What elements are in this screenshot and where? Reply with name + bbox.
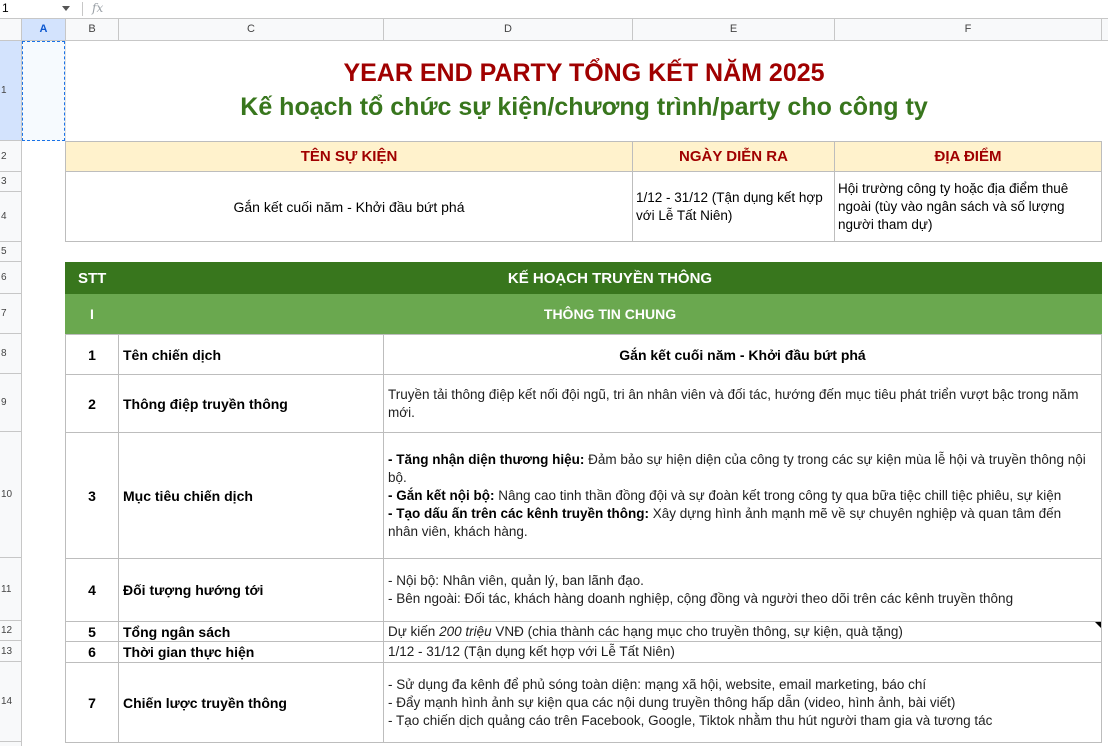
row-header-7[interactable]: 7: [0, 294, 22, 334]
row-label: Chiến lược truyền thông: [123, 694, 287, 711]
row-number-cell[interactable]: [65, 432, 119, 559]
row-label: Mục tiêu chiến dịch: [123, 487, 253, 504]
event-location-value: Hội trường công ty hoặc địa điểm thuê ngoài (tùy vào ngân sách và số lượng người tham dự): [838, 180, 1069, 232]
comment-indicator-icon[interactable]: [1095, 622, 1101, 628]
row-number: 4: [88, 582, 96, 598]
page-subtitle: Kế hoạch tổ chức sự kiện/chương trình/party cho công ty: [240, 93, 928, 121]
row-header-5[interactable]: 5: [0, 242, 22, 262]
row-number-cell[interactable]: [65, 334, 119, 375]
row-header-10[interactable]: 10: [0, 432, 22, 558]
objective-text: Đảm bảo sự hiện diện của công ty trong các sự kiện mùa lễ hội và truyền thông nội bộ.: [388, 451, 1086, 485]
objectives-list: [388, 451, 1093, 541]
section-title: THÔNG TIN CHUNG: [543, 306, 677, 322]
row-label-cell[interactable]: [118, 621, 384, 642]
column-header-b[interactable]: B: [66, 19, 119, 41]
row-number-cell[interactable]: [65, 621, 119, 642]
objective-heading: - Tạo dấu ấn trên các kênh truyền thông:: [388, 505, 650, 521]
campaign-name-value: Gắn kết cuối năm - Khởi đầu bứt phá: [619, 346, 866, 363]
strategy-item: - Tạo chiến dịch quảng cáo trên Facebook, Google, Tiktok nhằm thu hút người tham gia và tương tác: [388, 712, 993, 728]
row-label-cell[interactable]: [118, 641, 384, 663]
row-header-6[interactable]: 6: [0, 262, 22, 294]
row-header-3[interactable]: 3: [0, 172, 22, 192]
row-header-13[interactable]: 13: [0, 641, 22, 662]
column-header-c[interactable]: C: [119, 19, 384, 41]
header-event-date[interactable]: NGÀY DIỄN RA: [632, 141, 835, 172]
row-label-cell[interactable]: [118, 334, 384, 375]
name-box-value: 1: [2, 1, 9, 15]
event-location-cell[interactable]: [834, 171, 1102, 242]
page-title: YEAR END PARTY TỔNG KẾT NĂM 2025: [343, 59, 825, 87]
header-event-location[interactable]: ĐỊA ĐIỂM: [834, 141, 1102, 172]
row-number: 2: [88, 395, 96, 412]
objective-item: [388, 451, 1093, 487]
audience-item: - Nội bộ: Nhân viên, quản lý, ban lãnh đạo.: [388, 573, 644, 588]
row-header-14[interactable]: 14: [0, 662, 22, 742]
row-label: Thông điệp truyền thông: [123, 395, 288, 412]
row-label-cell[interactable]: [118, 374, 384, 433]
budget-amount: 200 triệu: [439, 623, 492, 639]
column-header-a[interactable]: A: [22, 19, 66, 41]
row-header-2[interactable]: 2: [0, 141, 22, 172]
objective-text: Xây dựng hình ảnh mạnh mẽ về sự chuyên nghiệp và quan tâm đến nhân viên, khách hàng.: [388, 505, 1062, 539]
plan-title: KẾ HOẠCH TRUYỀN THÔNG: [507, 269, 713, 287]
objective-text: Nâng cao tinh thần đồng đội và sự đoàn kết trong công ty qua bữa tiệc chill tiệc phiêu, sự kiện: [494, 487, 1062, 503]
chevron-down-icon[interactable]: [62, 6, 70, 11]
row-label-cell[interactable]: [118, 662, 384, 743]
row-label: Đối tượng hướng tới: [123, 582, 264, 598]
message-cell[interactable]: [383, 374, 1102, 433]
event-date-value: 1/12 - 31/12 (Tận dụng kết hợp với Lễ Tất Niên): [636, 189, 823, 223]
row-header-4[interactable]: 4: [0, 192, 22, 242]
audience-cell[interactable]: [383, 558, 1102, 622]
event-name-value: Gắn kết cuối năm - Khởi đầu bứt phá: [233, 198, 465, 215]
strategy-list: [388, 676, 1093, 730]
row-label: Thời gian thực hiện: [123, 644, 255, 660]
row-label: Tên chiến dịch: [123, 346, 222, 363]
event-name-cell[interactable]: [65, 171, 633, 242]
name-box[interactable]: [0, 0, 74, 17]
objectives-cell[interactable]: [383, 432, 1102, 559]
strategy-item: - Sử dụng đa kênh để phủ sóng toàn diện: mạng xã hội, website, email marketing, báo chí: [388, 676, 927, 692]
section-title-cell[interactable]: [118, 294, 1102, 334]
fx-icon: fx: [92, 1, 104, 15]
row-number: 7: [88, 694, 96, 711]
budget-value: [388, 623, 1093, 641]
row-header-15[interactable]: [0, 742, 22, 746]
row-number-cell[interactable]: [65, 662, 119, 743]
row-header-9[interactable]: 9: [0, 374, 22, 432]
strategy-item: - Đẩy mạnh hình ảnh sự kiện qua các nội dung truyền thông hấp dẫn (video, hình ảnh, bài viết): [388, 694, 956, 710]
message-value: Truyền tải thông điệp kết nối đội ngũ, tri ân nhân viên và đối tác, hướng đến mục tiêu phát triển vượt bậc trong năm mới.: [388, 386, 1079, 420]
section-number-cell[interactable]: [65, 294, 119, 334]
selected-cell-a1[interactable]: [22, 41, 65, 141]
section-number: I: [90, 306, 94, 322]
row-header-1[interactable]: 1: [0, 41, 22, 141]
row-number: 1: [88, 346, 96, 363]
row-header-8[interactable]: 8: [0, 334, 22, 374]
row-label-cell[interactable]: [118, 432, 384, 559]
select-all-corner[interactable]: [0, 19, 22, 41]
row-number-cell[interactable]: [65, 558, 119, 622]
timeline-value: 1/12 - 31/12 (Tận dụng kết hợp với Lễ Tất Niên): [388, 644, 675, 659]
row-number: 6: [88, 644, 96, 660]
row-header-11[interactable]: 11: [0, 558, 22, 621]
audience-list: [388, 572, 1093, 608]
budget-cell[interactable]: [383, 621, 1102, 642]
row-number: 5: [88, 623, 96, 640]
campaign-name-cell[interactable]: [383, 334, 1102, 375]
formula-separator: [82, 2, 83, 16]
row-number: 3: [88, 487, 96, 504]
stt-header[interactable]: [65, 262, 119, 294]
audience-item: - Bên ngoài: Đối tác, khách hàng doanh nghiệp, cộng đồng và người theo dõi trên các kênh truyền thông: [388, 591, 1014, 606]
plan-title-cell[interactable]: [118, 262, 1102, 294]
row-number-cell[interactable]: [65, 374, 119, 433]
column-header-d[interactable]: D: [384, 19, 633, 41]
budget-suffix: VNĐ (chia thành các hạng mục cho truyền thông, sự kiện, quà tặng): [491, 623, 903, 639]
column-header-f[interactable]: F: [835, 19, 1102, 41]
objective-heading: - Tăng nhận diện thương hiệu:: [388, 451, 585, 467]
timeline-cell[interactable]: [383, 641, 1102, 663]
column-header-g[interactable]: [1102, 19, 1108, 41]
column-header-e[interactable]: E: [633, 19, 835, 41]
objective-item: [388, 505, 1093, 541]
objective-heading: - Gắn kết nội bộ:: [388, 487, 495, 503]
row-label: Tổng ngân sách: [123, 623, 231, 640]
row-number-cell[interactable]: [65, 641, 119, 663]
row-label-cell[interactable]: [118, 558, 384, 622]
strategy-cell[interactable]: [383, 662, 1102, 743]
objective-item: [388, 487, 1093, 505]
formula-bar: [0, 0, 1108, 19]
stt-header-label: STT: [78, 269, 107, 287]
header-event-name[interactable]: TÊN SỰ KIỆN: [65, 141, 633, 172]
row-header-12[interactable]: 12: [0, 621, 22, 641]
budget-prefix: Dự kiến: [388, 623, 440, 639]
event-date-cell[interactable]: [632, 171, 835, 242]
